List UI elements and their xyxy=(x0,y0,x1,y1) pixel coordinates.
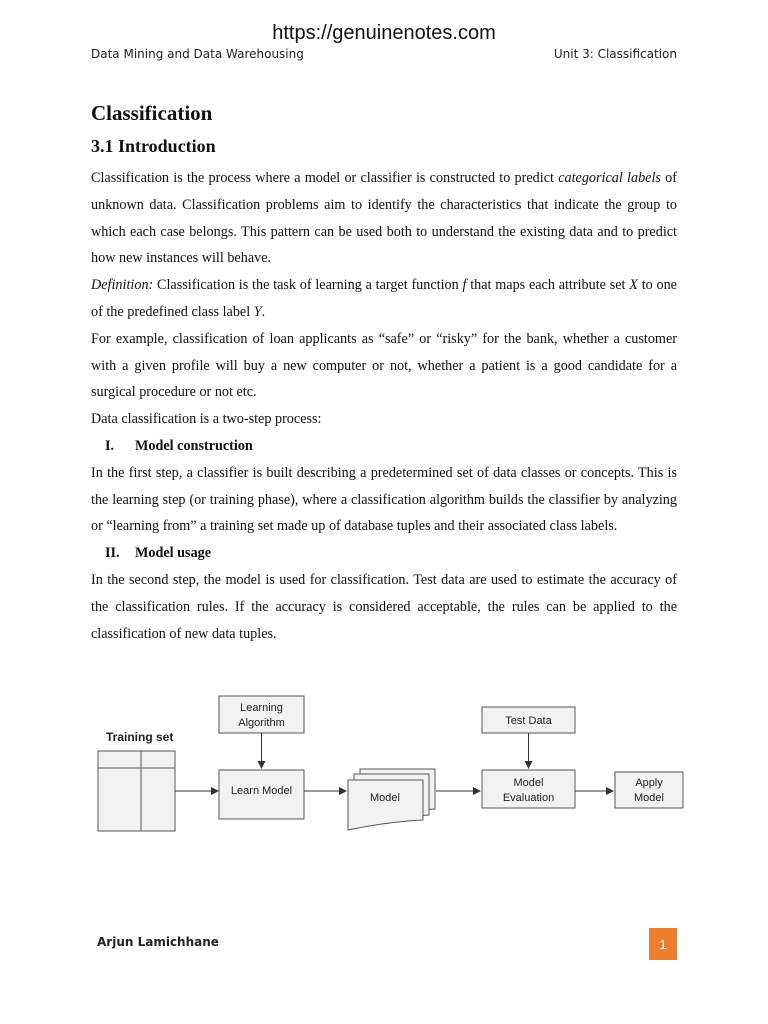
definition-paragraph xyxy=(91,272,677,326)
definition-text: that maps each attribute set xyxy=(466,277,630,294)
definition-var-x: X xyxy=(629,277,638,294)
footer-author: Arjun Lamichhane xyxy=(97,935,219,949)
definition-text: Classification is the task of learning a target function xyxy=(153,277,463,294)
classification-process-diagram xyxy=(90,688,690,833)
learn-model-text: Learn Model xyxy=(230,785,293,797)
step-two-label: Model usage xyxy=(135,545,212,562)
model-document-stack xyxy=(348,769,435,830)
learning-algorithm-box xyxy=(219,696,304,733)
page-title: Classification xyxy=(91,101,213,125)
learning-algorithm-text: Learning xyxy=(240,702,283,714)
training-set-label: Training set xyxy=(106,730,174,744)
test-data-box xyxy=(482,707,575,733)
step-one-paragraph: In the first step, a classifier is built describing a predetermined set of data classes or concepts. This is the learning step (or training phase), where a classification algorithm builds the classifier by analyzing or “learning from” a training set made up of database tuples and their associated class labels. xyxy=(91,464,677,535)
step-two-heading xyxy=(91,540,677,567)
model-evaluation-box xyxy=(482,770,575,808)
apply-model-text: Apply xyxy=(635,777,663,789)
model-evaluation-text: Evaluation xyxy=(502,792,555,804)
definition-var-y: Y xyxy=(253,303,262,320)
body-text xyxy=(91,165,677,647)
definition-label: Definition: xyxy=(91,277,154,294)
intro-text: Classification is the process where a model or classifier is constructed to predict xyxy=(91,170,559,186)
training-set-table xyxy=(98,751,175,831)
definition-var-f: f xyxy=(462,277,467,294)
step-one-number: I. xyxy=(105,437,115,454)
intro-text-rest: of unknown data. Classification problems aim to identify the characteristics that indicate the group to which each case belongs. This pattern can be used both to understand the existing data and to predict how new instances will behave. xyxy=(91,170,677,267)
section-heading: 3.1 Introduction xyxy=(91,136,216,156)
model-evaluation-text: Model xyxy=(513,777,544,789)
definition-text: to one of the predefined class label xyxy=(91,277,677,320)
watermark-url: https://genuinenotes.com xyxy=(272,22,496,44)
step-two-paragraph: In the second step, the model is used for classification. Test data are used to estimate the accuracy of the classification rules. If the accuracy is considered acceptable, the rules can be applied to the classification of new data tuples. xyxy=(91,571,677,642)
step-one-heading xyxy=(91,433,677,460)
two-step-paragraph: Data classification is a two-step process: xyxy=(91,411,322,428)
step-two-number: II. xyxy=(105,545,120,562)
header-course: Data Mining and Data Warehousing xyxy=(91,47,304,61)
learning-algorithm-text: Algorithm xyxy=(238,717,285,729)
learn-model-box xyxy=(219,770,304,819)
definition-text: . xyxy=(261,303,266,320)
model-text: Model xyxy=(370,792,400,804)
example-paragraph: For example, classification of loan applicants as “safe” or “risky” for the bank, whether a customer with a given profile will buy a new computer or not, whether a patient is a good candidate for a surgical procedure or not etc. xyxy=(91,330,677,401)
test-data-text: Test Data xyxy=(505,715,552,727)
page-number-badge: 1 xyxy=(649,928,677,960)
apply-model-box xyxy=(615,772,683,808)
step-one-label: Model construction xyxy=(135,437,253,454)
apply-model-text: Model xyxy=(634,792,664,804)
intro-emphasis: categorical labels xyxy=(558,170,661,186)
header-unit: Unit 3: Classification xyxy=(553,47,677,61)
intro-paragraph xyxy=(91,165,677,272)
